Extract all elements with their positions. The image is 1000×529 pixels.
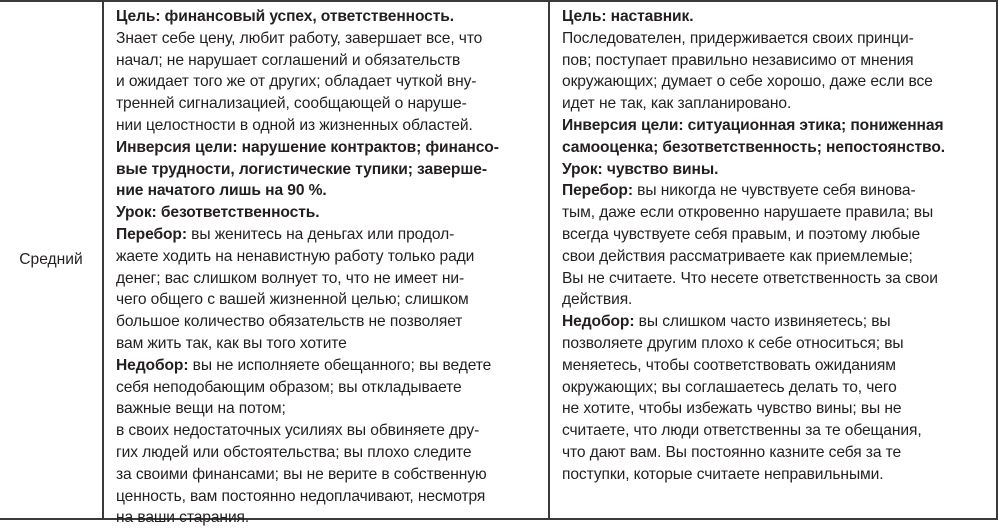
body-text: окружающих; вы соглашаетесь делать то, чего	[562, 378, 897, 396]
text-line	[116, 224, 546, 246]
text-line	[562, 159, 994, 181]
text-line	[562, 50, 994, 72]
body-text: идет не так, как запланировано.	[562, 95, 792, 113]
body-text: считаете, что люди ответственны за те обещания,	[562, 422, 922, 440]
body-text: свои действия рассматриваете как приемлемые;	[562, 247, 913, 265]
body-text: всегда чувствуете себя правым, и поэтому любые	[562, 225, 921, 243]
text-line	[116, 137, 546, 159]
text-line	[116, 268, 546, 290]
body-text: в своих недостаточных усилиях вы обвиняете дру-	[116, 422, 480, 440]
text-line	[116, 28, 546, 50]
body-text: и ожидает того же от других; обладает чуткой вну-	[116, 73, 477, 91]
text-line	[116, 398, 546, 420]
text-line	[562, 311, 994, 333]
body-text: жаете ходить на ненавистную работу только ради	[116, 247, 475, 265]
text-line	[562, 71, 994, 93]
text-line	[562, 115, 994, 137]
text-line	[562, 224, 994, 246]
bold-text: Инверсия цели: нарушение контрактов; финансо-	[116, 138, 499, 156]
body-text: окружающих; думает о себе хорошо, даже если все	[562, 73, 933, 91]
bold-text: Инверсия цели: ситуационная этика; пониженная	[562, 116, 944, 134]
bold-text: Недобор:	[562, 313, 635, 331]
text-line	[116, 50, 546, 72]
text-line	[562, 268, 994, 290]
text-line	[116, 246, 546, 268]
text-line	[562, 93, 994, 115]
bold-text: вые трудности, логистические тупики; заверше-	[116, 160, 487, 178]
text-line	[562, 420, 994, 442]
text-line	[116, 6, 546, 28]
text-line	[116, 486, 546, 508]
bold-text: Цель: наставник.	[562, 8, 694, 25]
body-text: меняетесь, чтобы соответствовать ожиданиям	[562, 356, 896, 374]
text-line	[562, 137, 994, 159]
body-text: пов; поступает правильно независимо от мнения	[562, 51, 914, 69]
body-text: Последователен, придерживается своих принци-	[562, 29, 914, 47]
text-line	[116, 289, 546, 311]
body-text: чего общего с вашей жизненной целью; слишком	[116, 291, 469, 309]
bold-text: Урок: безответственность.	[116, 204, 320, 222]
body-text: денег; вас слишком волнует то, что не имеет ни-	[116, 269, 465, 287]
text-line	[562, 6, 994, 28]
text-line	[562, 289, 994, 311]
text-line	[116, 311, 546, 333]
text-block	[562, 6, 994, 486]
body-text: тым, даже если откровенно нарушаете правила; вы	[562, 204, 934, 222]
body-text: вы слишком часто извиняетесь; вы	[634, 313, 891, 331]
body-text: вы никогда не чувствуете себя винова-	[632, 182, 916, 200]
text-line	[116, 355, 546, 377]
body-text: ценность, вам постоянно недоплачивают, несмотря	[116, 487, 486, 505]
level-label: Средний	[19, 251, 83, 268]
text-line	[562, 28, 994, 50]
body-text: на ваши старания.	[116, 509, 250, 527]
body-text: вы не исполняете обещанного; вы ведете	[188, 356, 492, 374]
text-line	[116, 333, 546, 355]
body-text: действия.	[562, 291, 633, 309]
text-line	[116, 115, 546, 137]
bold-text: самооценка; безответственность; непостоянство.	[562, 138, 945, 156]
text-line	[116, 464, 546, 486]
text-line	[562, 355, 994, 377]
text-line	[116, 420, 546, 442]
text-line	[562, 464, 994, 486]
text-line	[116, 180, 546, 202]
text-line	[116, 377, 546, 399]
text-line	[562, 377, 994, 399]
level-cell	[0, 2, 102, 518]
body-text: начал; не нарушает соглашений и обязательств	[116, 51, 461, 69]
body-text: важные вещи на потом;	[116, 400, 286, 418]
text-line	[562, 246, 994, 268]
bold-text: Перебор:	[562, 182, 633, 200]
body-text: вы женитесь на деньгах или продол-	[186, 225, 455, 243]
text-line	[116, 93, 546, 115]
bold-text: Недобор:	[116, 356, 189, 374]
description-cell-right	[548, 2, 998, 518]
text-line	[562, 180, 994, 202]
body-text: за своими финансами; вы не верите в собственную	[116, 465, 487, 483]
body-text: позволяете другим плохо к себе относиться; вы	[562, 334, 904, 352]
bold-text: Урок: чувство вины.	[562, 160, 719, 178]
text-line	[116, 71, 546, 93]
body-text: не хотите, чтобы избежать чувство вины; вы не	[562, 400, 902, 418]
text-line	[116, 202, 546, 224]
description-cell-left	[102, 2, 550, 527]
body-text: себя неподобающим образом; вы откладываете	[116, 378, 462, 396]
bold-text: Перебор:	[116, 225, 187, 243]
text-line	[562, 202, 994, 224]
text-line	[562, 398, 994, 420]
body-text: вам жить так, как вы того хотите	[116, 334, 347, 352]
body-text: что дают вам. Вы постоянно казните себя за те	[562, 443, 902, 461]
text-block	[116, 6, 546, 529]
body-text: поступки, которые считаете неправильными.	[562, 465, 884, 483]
bold-text: Цель: финансовый успех, ответственность.	[116, 8, 455, 25]
body-text: Знает себе цену, любит работу, завершает все, что	[116, 29, 483, 47]
body-text: большое количество обязательств не позволяет	[116, 313, 463, 331]
body-text: Вы не считаете. Что несете ответственность за свои	[562, 269, 938, 287]
body-text: гих людей или обстоятельства; вы плохо следите	[116, 443, 472, 461]
bold-text: ние начатого лишь на 90 %.	[116, 182, 327, 200]
body-text: тренней сигнализацией, сообщающей о наруше-	[116, 95, 467, 113]
body-text: нии целостности в одной из жизненных областей.	[116, 116, 473, 134]
text-line	[116, 442, 546, 464]
text-line	[116, 507, 546, 529]
text-line	[562, 333, 994, 355]
text-line	[562, 442, 994, 464]
text-line	[116, 159, 546, 181]
